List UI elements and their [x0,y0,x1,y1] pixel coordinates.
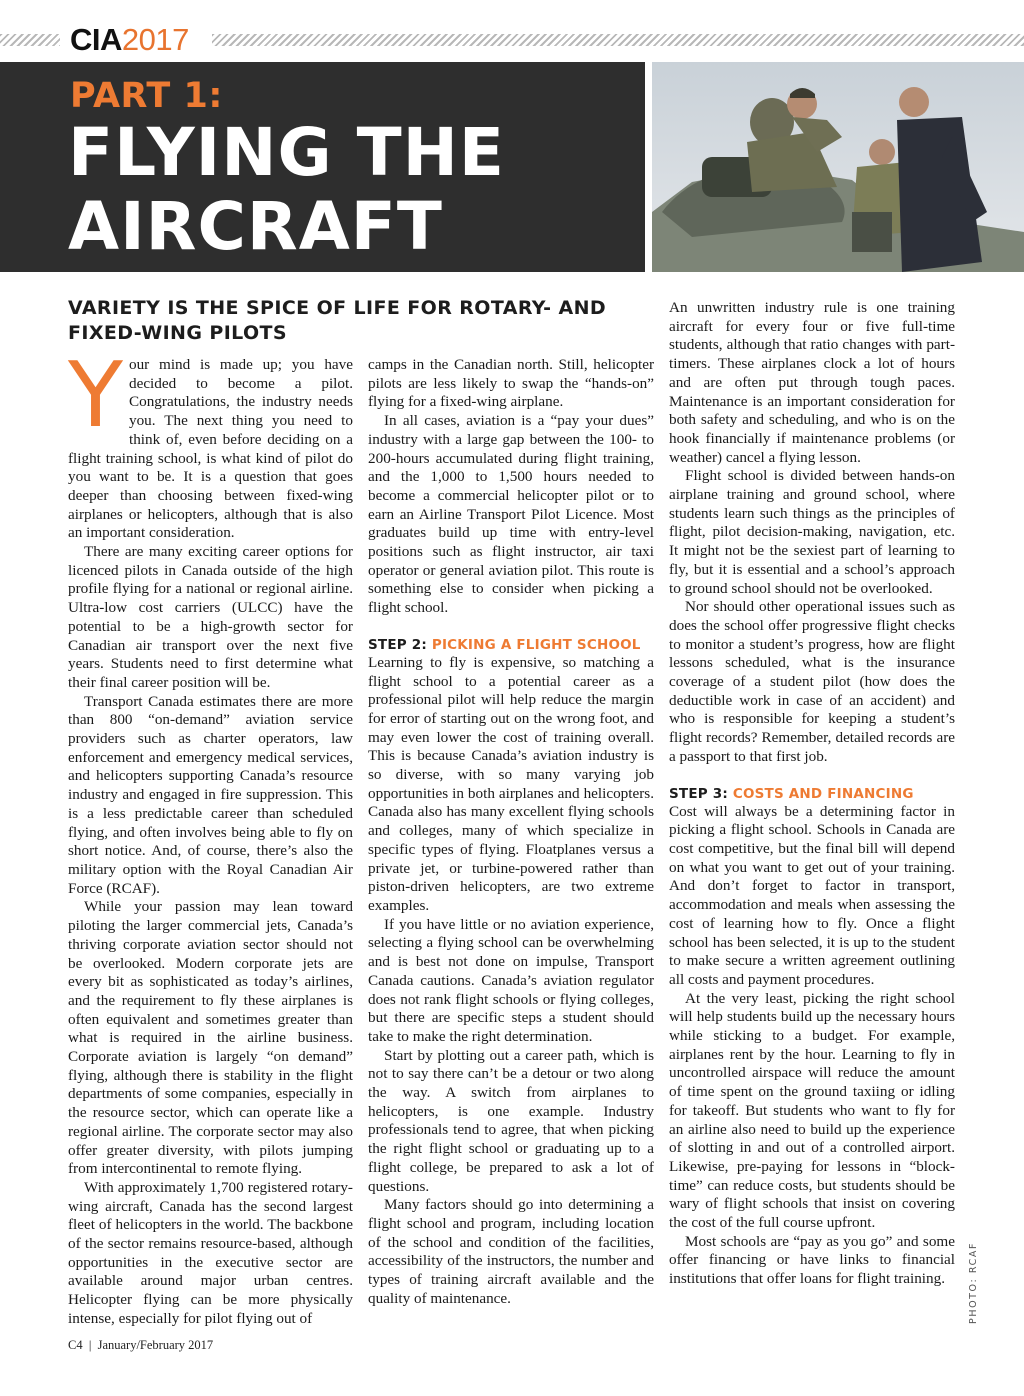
photo-credit: PHOTO: RCAF [968,1241,979,1324]
article-paragraph [68,343,353,543]
article-column-1 [68,343,353,1329]
article-paragraph: An unwritten industry rule is one training aircraft for every four or five full-time students, although that ratio changes with part-timers. These airplanes clock a lot of hours and are often put through tough paces. Maintenance is an important consideration for both safety and scheduling, and who is on the hook financially if maintenance problems (or weather) cancel a flying lesson. [669,299,955,466]
article-paragraph: Flight school is divided between hands-on airplane training and ground school, where students learn such things as the principles of flight, pilot decision-making, navigation, etc. It might not be the sexiest part of learning to fly, but it is essential and a school’s approach to ground school should not be overlooked. [669,467,955,597]
hatch-decoration-left [0,34,60,46]
masthead-logo [70,22,189,58]
article-paragraph: Most schools are “pay as you go” and some offer financing or have links to financial institutions that offer loans for flight training. [669,1232,955,1288]
paragraph-text: our mind is made up; you have decided to become a pilot. Congratulations, the industry needs you. The next thing you need to think of, even before deciding on a flight training school, is what kind of pilot do you want to be. It is a question that goes deeper than choosing between fixed-wing airplanes or helicopters, although that is also an important consideration. [68,356,353,542]
part-label: PART 1: [70,76,223,116]
step-label: COSTS AND FINANCING [732,785,914,802]
step-label: PICKING A FLIGHT SCHOOL [431,636,641,653]
article-paragraph: Cost will always be a determining factor in picking a flight school. Schools in Canada are cost competitive, but the final bill will depend on what you want to get out of your training. And don’t forget to factor in transport, accommodation and meals when assessing the cost of learning how to fly. Once a flight school has been selected, it is up to the student to make secure a written agreement outlining all costs and payment procedures. [669,802,955,988]
drop-cap: Y [68,343,123,448]
article-kicker: VARIETY IS THE SPICE OF LIFE FOR ROTARY- AND FIXED-WING PILOTS [68,297,607,344]
step-3-heading [669,785,955,803]
article-paragraph: At the very least, picking the right school will help students build up the necessary hours while sticking to a budget. For example, airplanes rent by the hour. Learning to fly in uncontrolled airspace will reduce the amount of time spent on the ground taxiing or idling for takeoff. But students who want to fly for an airline also need to build up the experience of slotting in and out of a controlled airport. Likewise, pre-paying for lessons in “block-time” can reduce costs, but students should be wary of flight schools that insist on covering the cost of the full course upfront. [669,989,955,1232]
article-paragraph: Transport Canada estimates there are more than 800 “on-demand” aviation service providers such as charter operators, law enforcement and emergency medical services, and helicopters supporting Canada’s resource industry and engaged in fire suppression. This is a less predictable career than scheduled flying, and often involves being able to fly on short notice. And, of course, there’s also the military option with the Royal Canadian Air Force (RCAF). [68,692,353,897]
step-number: STEP 2: [368,636,432,653]
step-2-heading [368,636,654,654]
masthead-brand: CIA [70,22,122,57]
article-paragraph: Nor should other operational issues such as does the school offer progressive flight checks to monitor a student’s progress, how are flight lessons scheduled, what is the insurance coverage of a student pilot (how does the deductible work in case of an accident) and who is responsible for keeping a student’s flight records? Remember, detailed records are a passport to that first job. [669,598,955,765]
page-footer: C4 | January/February 2017 [68,1338,214,1352]
photo-illustration [652,62,1024,272]
article-column-2 [368,356,654,1308]
hero-title-line-2: AIRCRAFT [68,188,443,265]
hero-title [68,116,505,264]
article-paragraph: Many factors should go into determining a flight school and program, including location of the school and condition of the facilities, accessibility of the instructors, the number and types of training aircraft available and the quality of maintenance. [368,1196,654,1307]
article-paragraph: Learning to fly is expensive, so matching a flight school to a potential career as a professional pilot will help reduce the margin for error of starting out on the wrong foot, and may even lower the cost of training overall. This is because Canada’s aviation industry is so diverse, with so many varying job opportunities in both airplanes and helicopters. Canada also has many excellent flying schools and colleges, many of which specialize in specific types of flying. Floatplanes versus a private jet, or turbine-powered rather than piston-driven helicopters, are two extreme examples. [368,653,654,914]
aircraft-photo [652,62,1024,272]
article-column-3 [669,299,955,1289]
masthead-bar [0,22,1024,58]
article-paragraph: There are many exciting career options for licenced pilots in Canada outside of the high profile flying for a national or regional airline. Ultra-low cost carriers (ULCC) have the potential to be a high-growth sector for Canadian air transport over the next five years. Students need to first determine what their final career position will be. [68,543,353,691]
article-paragraph: If you have little or no aviation experience, selecting a flying school can be overwhelming and is best not done on impulse, Transport Canada cautions. Canada’s aviation regulator does not rank flight schools or flying colleges, but there are specific steps a student should take to make the right determination. [368,915,654,1045]
article-paragraph: camps in the Canadian north. Still, helicopter pilots are less likely to swap the “hands-on” flying for a fixed-wing airplane. [368,356,654,411]
step-number: STEP 3: [669,785,733,802]
article-paragraph: Start by plotting out a career path, which is not to say there can’t be a detour or two along the way. A switch from airplanes to helicopters, is one example. Industry professionals tend to agree, that when picking the right flight school or graduating up to a flight college, be prepared to ask a lot of questions. [368,1046,654,1195]
masthead-year: 2017 [121,22,189,57]
hero-banner [0,62,645,272]
article-paragraph: While your passion may lean toward piloting the larger commercial jets, Canada’s thriving corporate aviation sector should not be overlooked. Modern corporate jets are every bit as sophisticated as today’s airlines, and the requirement to fly these airplanes is often equivalent and sometimes greater than what is required in the airline business. Corporate aviation is largely “on demand” flying, although there is stability in the flight departments of some companies, especially in the resource sector, which can operate like a regional airline. The corporate sector may also offer greater diversity, with pilots jumping from intercontinental to remote flying. [68,898,353,1178]
hero-title-line-1: FLYING THE [68,114,505,191]
article-paragraph: In all cases, aviation is a “pay your dues” industry with a large gap between the 100- to 200-hours accumulated during flight training, and the 1,000 to 1,500 hours needed to become a commercial helicopter pilot or to earn an Airline Transport Pilot Licence. Most graduates build up time with entry-level positions such as flight instructor, air taxi operator or general aviation pilot. This route is something else to consider when picking a flight school. [368,412,654,617]
article-paragraph: With approximately 1,700 registered rotary-wing aircraft, Canada has the second largest fleet of helicopters in the world. The backbone of the sector remains resource-based, although opportunities in the executive sector are available around major urban centres. Helicopter flying can be more physically intense, especially for pilot flying out of [68,1178,353,1327]
hatch-decoration-right [212,34,1024,46]
